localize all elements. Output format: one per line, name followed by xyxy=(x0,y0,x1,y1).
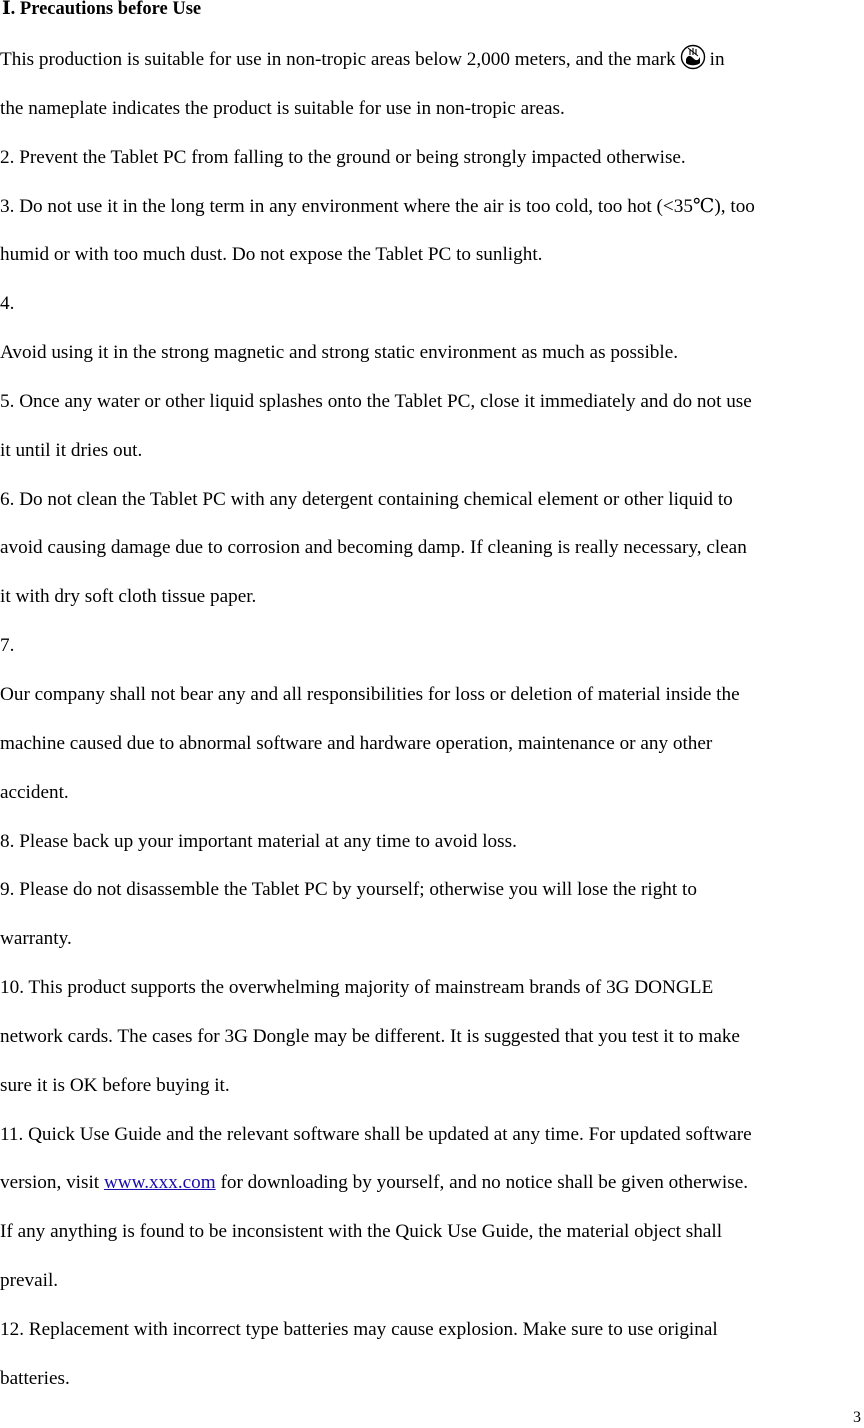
item-8: 8. Please back up your important material at any time to avoid loss. xyxy=(0,830,517,852)
item-6-line-2: avoid causing damage due to corrosion and becoming damp. If cleaning is really necessary, clean xyxy=(0,537,747,559)
item-7-line-3: accident. xyxy=(0,781,69,803)
item-7-line-1: Our company shall not bear any and all responsibilities for loss or deletion of material inside the xyxy=(0,683,740,705)
item-5-line-1: 5. Once any water or other liquid splashes onto the Tablet PC, close it immediately and do not use xyxy=(0,390,752,412)
item-5-line-2: it until it dries out. xyxy=(0,439,143,461)
item-7-number: 7. xyxy=(0,635,15,657)
website-link[interactable]: www.xxx.com xyxy=(103,1172,216,1194)
non-tropic-climate-mark-icon xyxy=(680,43,706,71)
item-11-line-2 xyxy=(0,1159,864,1208)
item-11-text-after-link: for downloading by yourself, and no notice shall be given otherwise. xyxy=(220,1172,749,1194)
item-9-line-2: warranty. xyxy=(0,928,72,950)
item-2: 2. Prevent the Tablet PC from falling to the ground or being strongly impacted otherwise. xyxy=(0,146,686,168)
item-11-line-4: prevail. xyxy=(0,1270,59,1292)
paragraph-1-text: This production is suitable for use in non-tropic areas below 2,000 meters, and the mark xyxy=(0,49,676,70)
section-heading: Ⅰ. Precautions before Use xyxy=(2,0,202,19)
item-10-line-2: network cards. The cases for 3G Dongle may be different. It is suggested that you test it to make xyxy=(0,1025,740,1047)
item-12-line-1: 12. Replacement with incorrect type batteries may cause explosion. Make sure to use original xyxy=(0,1318,718,1340)
paragraph-1-text-after-mark: in xyxy=(709,49,725,70)
page-number: 3 xyxy=(853,1409,861,1426)
item-7-line-2: machine caused due to abnormal software and hardware operation, maintenance or any other xyxy=(0,732,713,754)
item-4-text: Avoid using it in the strong magnetic and strong static environment as much as possible. xyxy=(0,342,679,364)
item-6-line-1: 6. Do not clean the Tablet PC with any detergent containing chemical element or other liquid to xyxy=(0,488,733,510)
item-4-number: 4. xyxy=(0,293,15,315)
paragraph-1-line-1 xyxy=(0,36,864,85)
item-9-line-1: 9. Please do not disassemble the Tablet PC by yourself; otherwise you will lose the right to xyxy=(0,879,697,901)
item-11-text-before-link: version, visit xyxy=(0,1172,100,1194)
item-3-line-1: 3. Do not use it in the long term in any environment where the air is too cold, too hot (<35℃), too xyxy=(0,195,755,217)
item-3-line-2: humid or with too much dust. Do not expose the Tablet PC to sunlight. xyxy=(0,244,543,266)
item-10-line-1: 10. This product supports the overwhelming majority of mainstream brands of 3G DONGLE xyxy=(0,977,714,999)
item-6-line-3: it with dry soft cloth tissue paper. xyxy=(0,586,257,608)
item-12-line-2: batteries. xyxy=(0,1367,70,1389)
item-11-line-3: If any anything is found to be inconsistent with the Quick Use Guide, the material object shall xyxy=(0,1221,723,1243)
item-11-line-1: 11. Quick Use Guide and the relevant software shall be updated at any time. For updated software xyxy=(0,1123,752,1145)
document-body xyxy=(0,36,864,1404)
paragraph-1-line-2: the nameplate indicates the product is suitable for use in non-tropic areas. xyxy=(0,97,565,119)
item-10-line-3: sure it is OK before buying it. xyxy=(0,1074,230,1096)
